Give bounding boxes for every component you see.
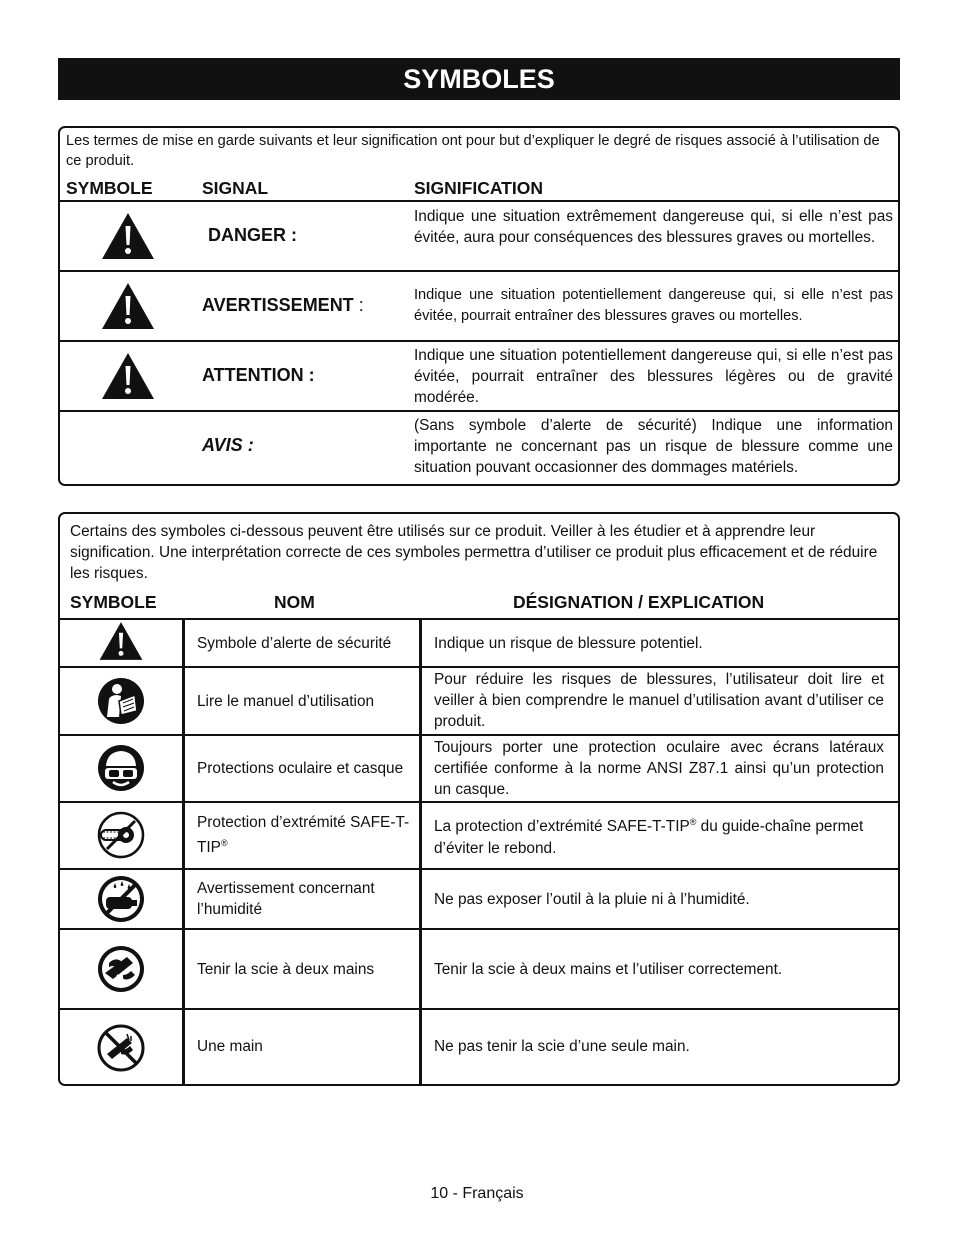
signal-meaning-avis: (Sans symbole d’alerte de sécurité) Indique une information importante ne concernant pas un risque de blessure comme une situation pouvant occasionner des dommages matériels.	[414, 417, 893, 476]
symbol-designation-safe-t-tip: La protection d’extrémité SAFE-T-TIP® du guide-chaîne permet d’éviter le rebond.	[434, 817, 864, 857]
read-manual-icon	[97, 677, 145, 725]
warning-triangle-icon	[100, 351, 156, 401]
page-footer: 10 - Français	[430, 1185, 524, 1202]
safety-alert-icon	[98, 620, 144, 662]
header-signal: SIGNAL	[202, 178, 269, 198]
signal-word-avis: AVIS :	[202, 435, 254, 455]
two-hands-icon	[97, 945, 145, 993]
signal-meaning-danger: Indique une situation extrêmement dangereuse qui, si elle n’est pas évitée, aura pour conséquences des blessures graves ou mortelles.	[414, 208, 893, 246]
signal-word-avertissement: AVERTISSEMENT :	[202, 295, 364, 315]
warning-triangle-icon	[100, 211, 156, 261]
divider	[60, 200, 898, 202]
symbol-designation-two-hands: Tenir la scie à deux mains et l’utiliser correctement.	[434, 960, 783, 978]
divider	[60, 734, 898, 736]
symbol-designation-protection: Toujours porter une protection oculaire avec écrans latéraux certifiée conforme à la norme ANSI Z87.1 ainsi qu’un protection un casque.	[434, 739, 884, 798]
symbol-name-two-hands: Tenir la scie à deux mains	[197, 960, 375, 978]
wet-conditions-icon	[97, 875, 145, 923]
header-nom: NOM	[274, 592, 315, 612]
symbol-name-protection: Protections oculaire et casque	[197, 760, 404, 777]
eye-head-protection-icon	[97, 744, 145, 792]
no-one-hand-icon	[97, 1024, 145, 1072]
symbols-intro: Certains des symboles ci-dessous peuvent être utilisés sur ce produit. Veiller à les étudier et à apprendre leur signification. Une interprétation correcte de ces symboles permettra d’utiliser ce produit plus efficacement et de réduire les risques.	[70, 523, 878, 582]
warning-triangle-icon	[100, 281, 156, 331]
signal-word-danger: DANGER :	[208, 225, 298, 245]
signal-words-table	[58, 126, 900, 486]
symbol-name-alert: Symbole d’alerte de sécurité	[197, 634, 392, 652]
header-symbole: SYMBOLE	[66, 178, 153, 198]
divider	[60, 270, 898, 272]
divider	[60, 340, 898, 342]
symbol-designation-alert: Indique un risque de blessure potentiel.	[434, 634, 703, 652]
signal-meaning-attention: Indique une situation potentiellement dangereuse qui, si elle n’est pas évitée, pourrait entraîner des blessures légères ou de gravité modérée.	[414, 347, 893, 406]
symbol-name-wet: Avertissement concernant l’humidité	[197, 880, 375, 918]
header-designation: DÉSIGNATION / EXPLICATION	[513, 592, 765, 612]
column-divider	[182, 618, 185, 1084]
signal-word-attention: ATTENTION :	[202, 365, 315, 385]
header-symbole: SYMBOLE	[70, 592, 157, 612]
page-title: SYMBOLES	[58, 58, 900, 100]
symbol-name-manual: Lire le manuel d’utilisation	[197, 692, 375, 710]
symbol-name-safe-t-tip: Protection d’extrémité SAFE-T-TIP®	[197, 814, 410, 857]
symbol-designation-one-hand: Ne pas tenir la scie d’une seule main.	[434, 1037, 690, 1055]
divider	[60, 410, 898, 412]
divider	[60, 666, 898, 668]
symbol-name-one-hand: Une main	[197, 1037, 263, 1055]
signal-intro: Les termes de mise en garde suivants et leur signification ont pour but d’expliquer le degré de risques associé à l’utilisation de ce produit.	[66, 133, 880, 169]
symbols-table	[58, 512, 900, 1086]
symbol-designation-wet: Ne pas exposer l’outil à la pluie ni à l’humidité.	[434, 890, 750, 908]
safe-t-tip-icon	[97, 811, 145, 859]
symbol-designation-manual: Pour réduire les risques de blessures, l’utilisateur doit lire et veiller à bien comprendre le manuel d’utilisation avant d’utiliser ce produit.	[434, 671, 884, 730]
signal-meaning-avertissement: Indique une situation potentiellement dangereuse qui, si elle n’est pas évitée, pourrait entraîner des blessures graves ou mortelles.	[414, 287, 893, 324]
column-divider	[419, 618, 422, 1084]
header-signification: SIGNIFICATION	[414, 178, 543, 198]
